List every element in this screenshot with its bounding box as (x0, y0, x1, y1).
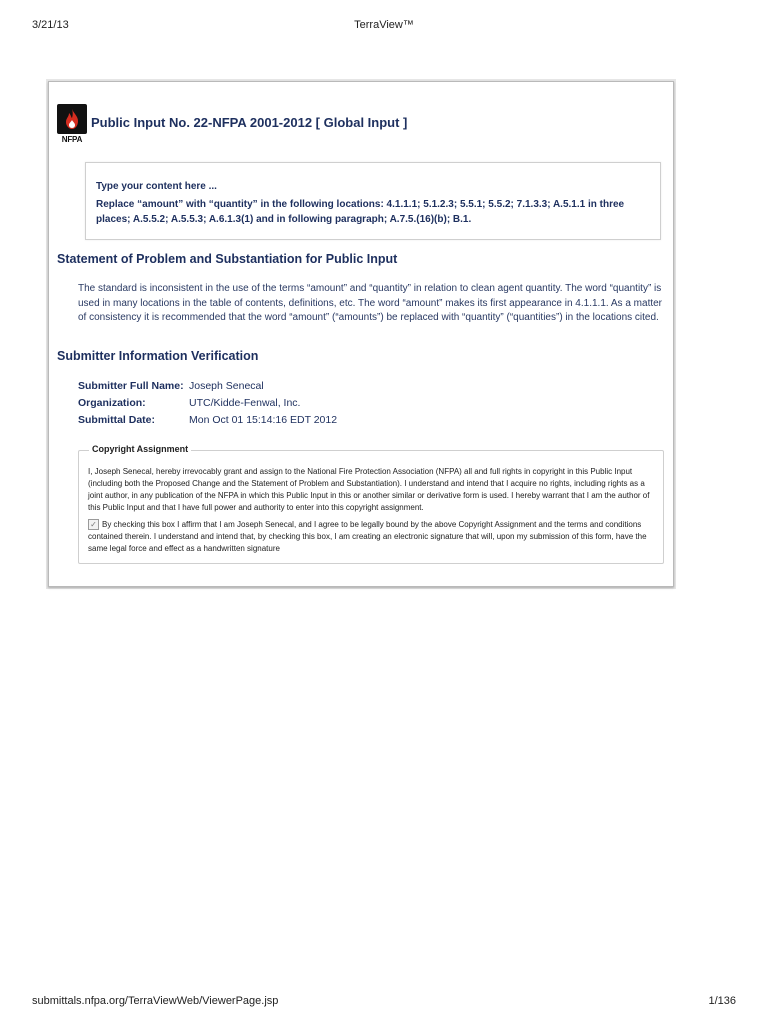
statement-text: The standard is inconsistent in the use of the terms “amount” and “quantity” in relation to clean agent quantity. The word “quantity” is used in many locations in the table of contents, definitions, etc. The word “amount” makes its first appearance in 4.1.1.1. As a matter of consistency it is recommended that the word “amount” (“amounts”) be replaced with “quantity” (“quantities”) in the locations cited. (78, 283, 663, 323)
copyright-text: I, Joseph Senecal, hereby irrevocably grant and assign to the National Fire Protection Association (NFPA) all and full rights in copyright in this Public Input (including both the Proposed Change and the Statement of Problem and Substantiation). I understand and intend that I acquire no rights, including rights as a joint author, in any publication of the NFPA in which this Public Input in this or another similar or derivative form is used. I hereby warrant that I am the author of this Public Input and that I have full power and authority to enter into this copyright assignment. (88, 467, 650, 512)
organization-label: Organization: (78, 397, 146, 409)
submittal-date-label: Submittal Date: (78, 414, 156, 426)
submitter-name-label: Submitter Full Name: (78, 380, 184, 392)
nfpa-logo-text: NFPA (61, 135, 83, 144)
organization-value: UTC/Kidde-Fenwal, Inc. (189, 397, 301, 409)
copyright-legend: Copyright Assignment (89, 444, 191, 454)
content-body: Replace “amount” with “quantity” in the following locations: 4.1.1.1; 5.1.2.3; 5.5.1; 5.5.2; 7.1.3.3; A.5.1.1 in three places; A.5.5.2; A.5.5.3; A.6.1.3(1) and in following paragraph; A.7.5.(16)(b); B.1. (96, 199, 625, 225)
affirm-checkbox[interactable]: ✓ (88, 519, 99, 530)
page-url: submittals.nfpa.org/TerraViewWeb/ViewerPage.jsp (32, 995, 279, 1007)
content-lead: Type your content here ... (96, 181, 217, 192)
content-box (85, 162, 661, 240)
print-date: 3/21/13 (32, 19, 69, 31)
submittal-date-value: Mon Oct 01 15:14:16 EDT 2012 (189, 414, 338, 426)
nfpa-logo (55, 104, 89, 144)
public-input-panel (48, 81, 674, 587)
submitter-name-value: Joseph Senecal (189, 380, 264, 392)
nfpa-flame-icon (63, 108, 81, 130)
browser-page-title: TerraView™ (354, 19, 414, 31)
affirm-checkbox-label: By checking this box I affirm that I am Joseph Senecal, and I agree to be legally bound by the above Copyright Assignment and the terms and conditions contained therein. I understand and intend that, by checking this box, I am creating an electronic signature that will, upon my submission of this form, have the same legal force and effect as a handwritten signature (88, 520, 647, 553)
document-title: Public Input No. 22-NFPA 2001-2012 [ Global Input ] (91, 115, 408, 130)
copyright-assignment (78, 444, 664, 564)
statement-heading: Statement of Problem and Substantiation for Public Input (57, 252, 398, 266)
page-count: 1/136 (708, 995, 736, 1007)
submitter-heading: Submitter Information Verification (57, 349, 259, 363)
